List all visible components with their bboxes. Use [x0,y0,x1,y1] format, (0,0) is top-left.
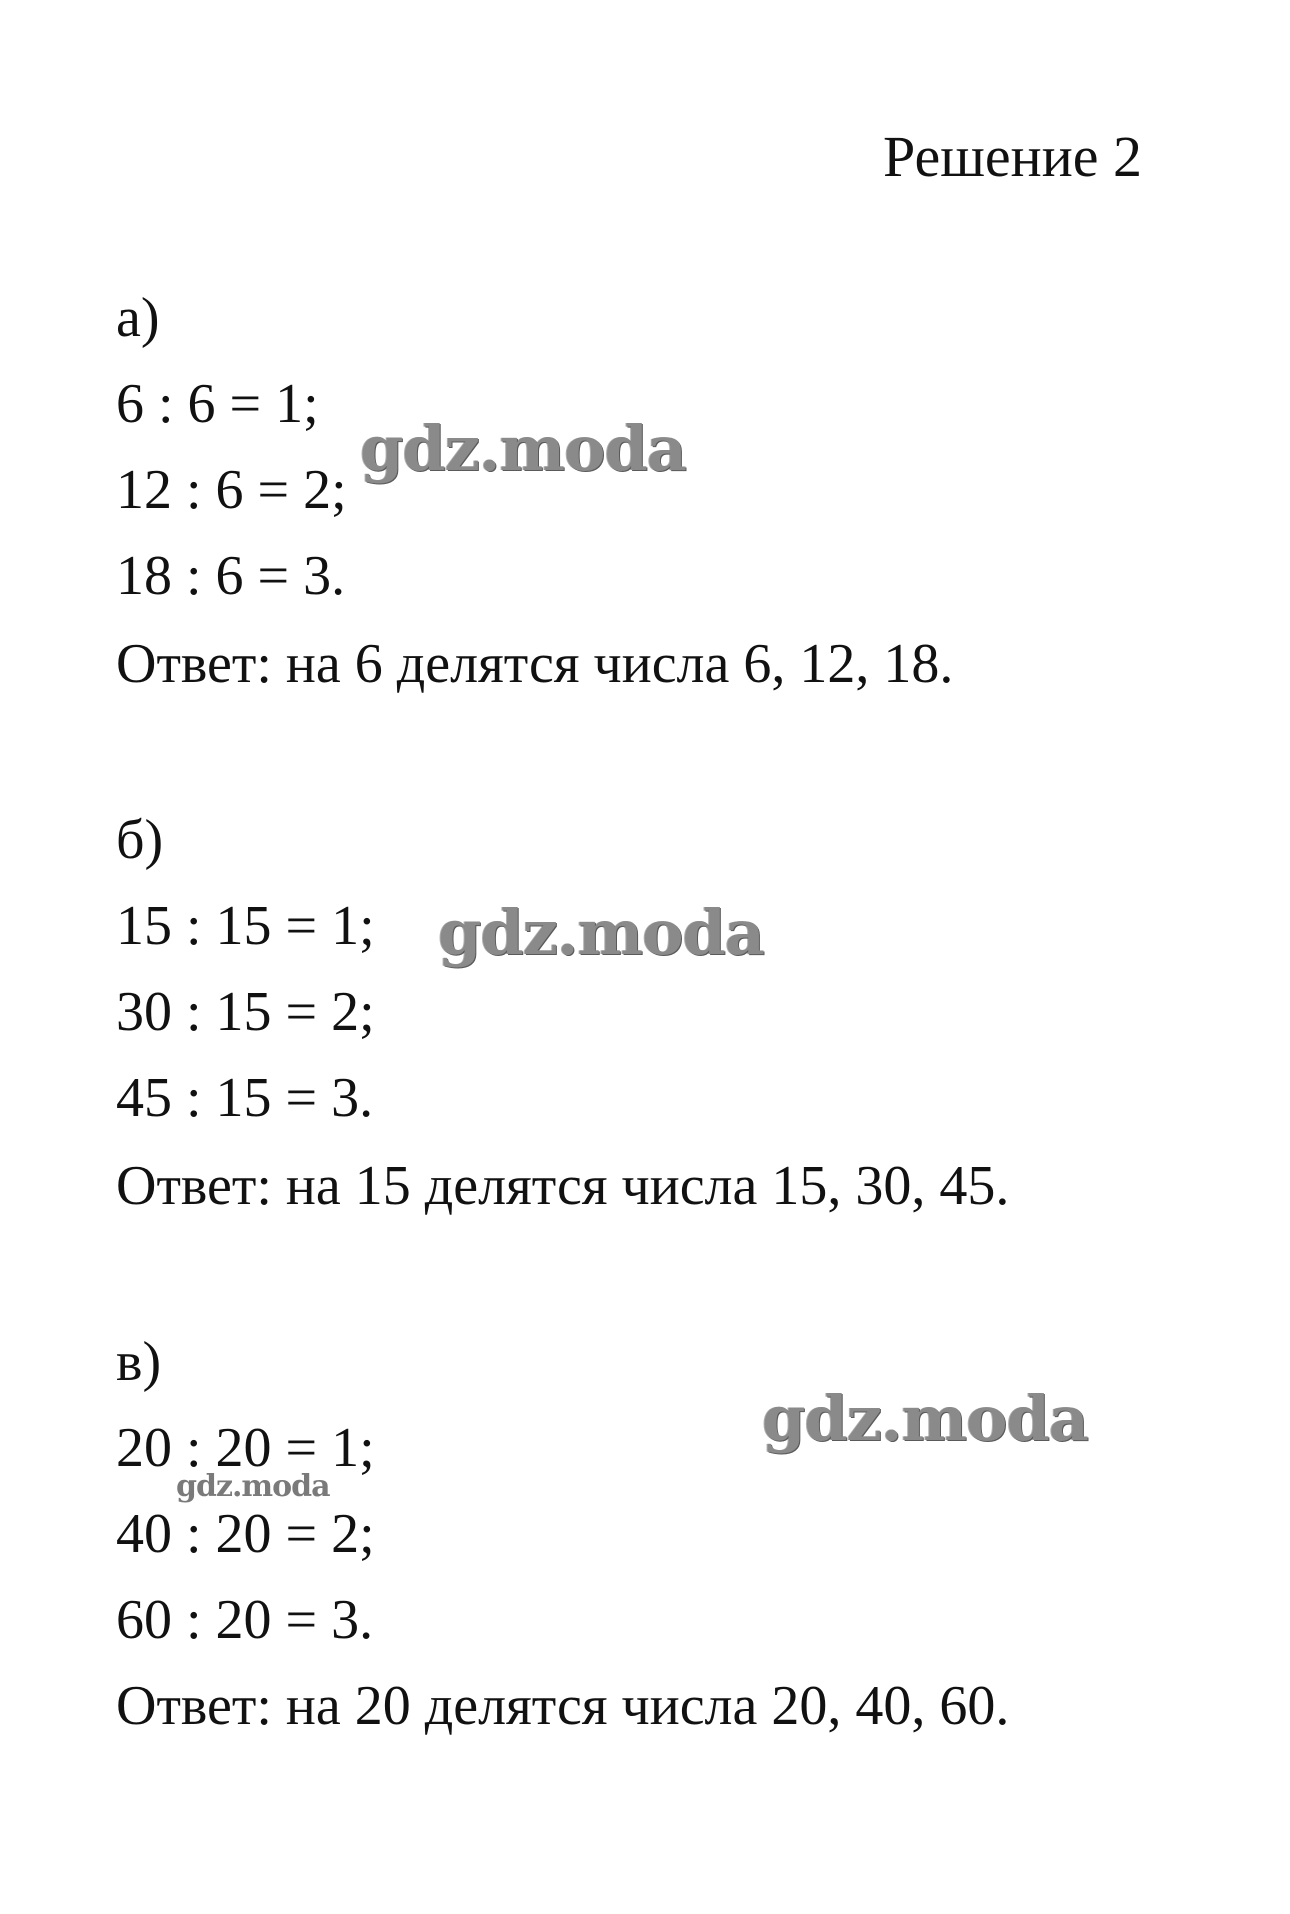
section-a-line-2: 12 : 6 = 2; [116,459,347,521]
section-a-line-1: 6 : 6 = 1; [116,373,319,435]
section-b-line-3: 45 : 15 = 3. [116,1067,374,1129]
section-b-answer: Ответ: на 15 делятся числа 15, 30, 45. [116,1155,1010,1217]
watermark-4: gdz.moda [176,1469,330,1504]
section-a-answer: Ответ: на 6 делятся числа 6, 12, 18. [116,633,954,695]
section-c-line-3: 60 : 20 = 3. [116,1589,374,1651]
section-c-line-1: 20 : 20 = 1; [116,1417,375,1479]
watermark-3: gdz.moda [762,1382,1088,1455]
section-c-label: в) [116,1331,162,1393]
section-c-answer: Ответ: на 20 делятся числа 20, 40, 60. [116,1675,1010,1737]
section-a-label: а) [116,287,160,349]
section-b-line-1: 15 : 15 = 1; [116,895,375,957]
solution-heading: Решение 2 [883,124,1142,189]
watermark-1: gdz.moda [360,412,686,485]
section-c-line-2: 40 : 20 = 2; [116,1503,375,1565]
section-b-label: б) [116,809,164,871]
watermark-2: gdz.moda [438,896,764,969]
section-b-line-2: 30 : 15 = 2; [116,981,375,1043]
section-a-line-3: 18 : 6 = 3. [116,545,346,607]
